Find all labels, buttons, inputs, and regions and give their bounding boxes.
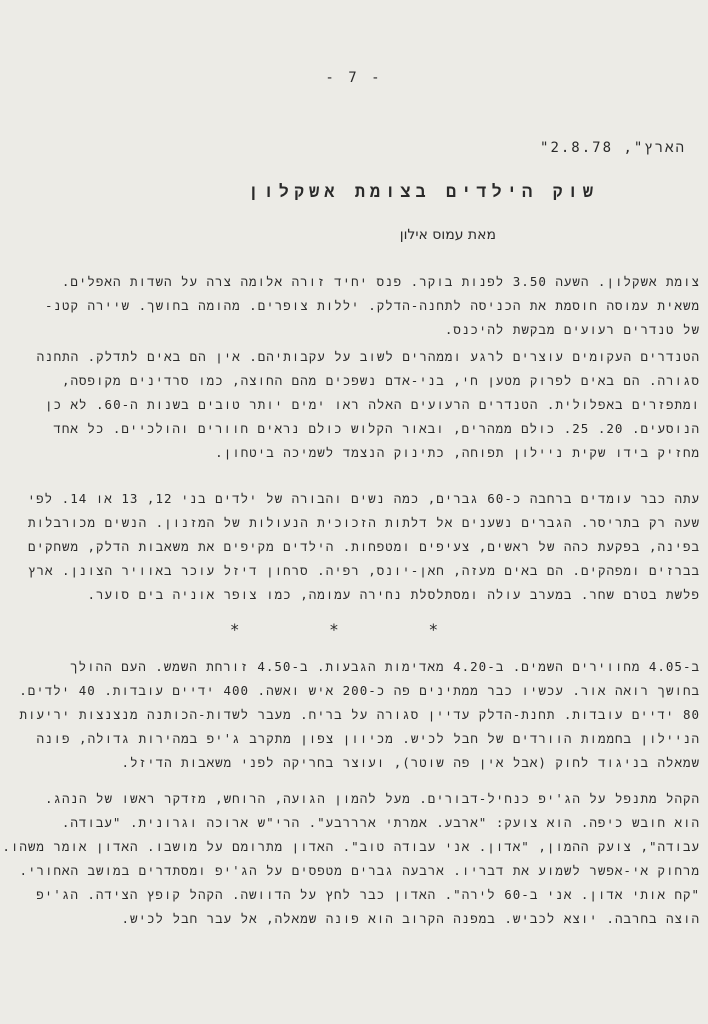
section-separator: * * * [229,620,479,639]
text-line: פלשת בטרם שחר. במערב עולה ומסתלסלת נחירה עמומה, כמו צופר אוניה בים סוער. [87,587,700,602]
text-line: הוא חובש כיפה. הוא צועק: "ארבע. אמרתי ארררבע". הרי"ש ארוכה וגרונית. "עבודה. [61,815,700,830]
text-line: עתה כבר עומדים ברחבה כ-60 גברים, כמה נשים והבורה של ילדים בני 12, 13 או 14. לפי [27,491,700,506]
paragraph-5 [2,787,700,931]
text-line: של טנדרים רעועים מבקשת להיכנס. [444,322,700,337]
article-byline: מאת עמוס אילון [399,227,496,243]
text-line: הקהל מתנפל על הג'יפ כנחיל-דבורים. מעל להמון הגועה, הרוחש, מזדקר ראשו של הנהג. [44,791,700,806]
text-line: הניילון בחממות הוורדים של חבל לכיש. מכיוון צפון מתקרב ג'יפ במהירות גדולה, פונה [36,731,700,746]
text-line: הנוסעים. 20. 25. כולם ממהרים, ובאור הקלוש כולם נראים חוורים והולכיים. כל אחד [53,421,700,436]
text-line: בפינה, בפקעת כהה של ראשים, צעיפים ומטפחות. הילדים מקיפים את משאבות הדלק, משחקים [28,539,700,554]
paragraph-1 [45,270,700,342]
source-citation: "הארץ", 2.8.78 [540,140,686,156]
page-number: - 7 - [325,70,383,86]
text-line: שעה רק בתריסר. הגברים נשענים אל דלתות הזכוכית הנעולות של המזנון. הנשים מכורבלות [28,515,700,530]
text-line: ב-4.05 מחווירים השמים. ב-4.20 מאדימות הגבעות. ב-4.50 זורחת השמש. העם ההולך [70,659,700,674]
text-line: מחזיק בידו שקית ניילון תפוחה, כתינוק הנצמד לשמיכה ביטחון. [215,445,700,460]
text-line: הוצה בחרבה. יוצא לכביש. במפנה הקרוב הוא פונה שמאלה, אל עבר חבל לכיש. [121,911,700,926]
text-line: עבודה", צועק ההמון, "אדון. אני עבודה טוב". האדון מתרומם על מושבו. האדון אומר משהו. [2,839,700,854]
text-line: שמאלה בניגוד לחוק (אבל אין פה שוטר), ועוצר בחריקה לפני משאבות הדיזל. [121,755,700,770]
text-line: צומת אשקלון. השעה 3.50 לפנות בוקר. פנס יחיד זורה אלומה צרה על השדות האפלים. [61,274,700,289]
article-title: שוק הילדים בצומת אשקלון [248,182,598,202]
text-line: משאית עמוסה חוסמת את הכניסה לתחנה-הדלק. יללות צופרים. מהומה בחושך. שיירה קטנ- [45,298,700,313]
text-line: 80 ידיים עובדות. תחנת-הדלק עדיין סגורה על בריח. מעבר לשדות-הכותנה מנצנצות יריעות [19,707,700,722]
text-line: "קח אותי אדון. אני ב-60 לירה". האדון כבר לחץ על הדוושה. הקהל קופץ הצידה. הג'יפ [36,887,700,902]
text-line: סגורה. הם באים לפרוק מטען חי, בני-אדם נשפכים מהם החוצה, כמו סרדינים מקופסה, [61,373,700,388]
text-line: מרחוק אי-אפשר לשמוע את דבריו. ארבעה גברים מטפסים על הג'יפ ומסתדרים במושב האחורי. [19,863,700,878]
text-line: בחושך רואה אור. עכשיו כבר ממתינים פה כ-200 איש ואשה. 400 ידיים עובדות. 40 ילדים. [19,683,700,698]
paragraph-3 [27,487,700,607]
text-line: ומתפזרים באפלולית. הטנדרים הרעועים האלה ראו ימים יותר טובים בשנות ה-60. לא כן [44,397,700,412]
paragraph-2 [36,345,700,465]
paragraph-4 [19,655,700,775]
text-line: בברזים ומפהקים. הם באים מעזה, חאן-יונס, רפיה. סרחון דיזל עוכר באוויר הצונן. ארץ [27,563,700,578]
text-line: הטנדרים העקומים עוצרים לרגע וממהרים לשוב על עקבותיהם. אין הם באים לתדלק. התחנה [36,349,700,364]
